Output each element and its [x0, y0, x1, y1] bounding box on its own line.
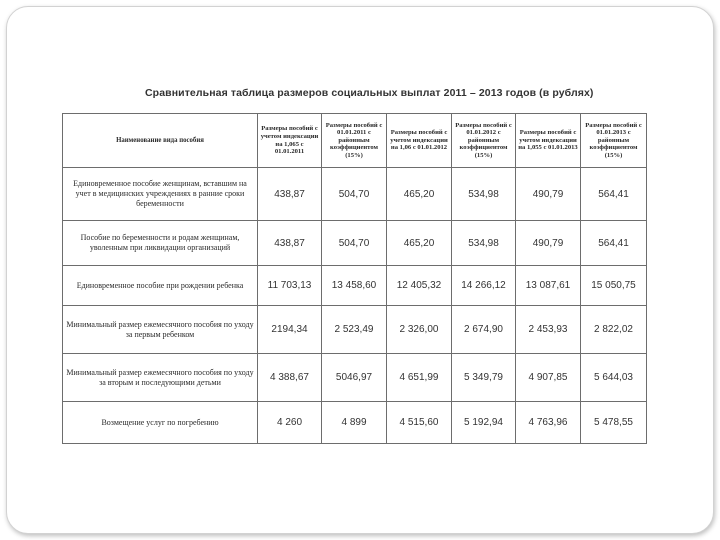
value-cell: 2194,34	[258, 306, 322, 354]
column-header-2011-indexed: Размеры пособий с учетом индексации на 1,065 с 01.01.2011	[258, 114, 322, 168]
value-cell: 13 087,61	[516, 266, 581, 306]
value-cell: 11 703,13	[258, 266, 322, 306]
value-cell: 2 326,00	[387, 306, 452, 354]
table-row	[63, 168, 647, 221]
value-cell: 15 050,75	[581, 266, 647, 306]
value-cell: 4 515,60	[387, 402, 452, 444]
column-header-2011-regional: Размеры пособий с 01.01.2011 с районным коэффициентом (15%)	[322, 114, 387, 168]
value-cell: 4 899	[322, 402, 387, 444]
benefit-name-cell: Пособие по беременности и родам женщинам, уволенным при ликвидации организаций	[63, 221, 258, 266]
table-title: Сравнительная таблица размеров социальных выплат 2011 – 2013 годов (в рублях)	[145, 87, 594, 99]
value-cell: 534,98	[452, 221, 516, 266]
value-cell: 5 192,94	[452, 402, 516, 444]
value-cell: 12 405,32	[387, 266, 452, 306]
value-cell: 5046,97	[322, 354, 387, 402]
table-row	[63, 221, 647, 266]
column-header-2013-regional: Размеры пособий с 01.01.2013 с районным коэффициентом (15%)	[581, 114, 647, 168]
column-header-2012-indexed: Размеры пособий с учетом индексации на 1,06 с 01.01.2012	[387, 114, 452, 168]
value-cell: 534,98	[452, 168, 516, 221]
table-row	[63, 402, 647, 444]
value-cell: 4 260	[258, 402, 322, 444]
table-row	[63, 266, 647, 306]
value-cell: 504,70	[322, 168, 387, 221]
value-cell: 2 674,90	[452, 306, 516, 354]
benefit-name-cell: Единовременное пособие женщинам, вставшим на учет в медицинских учреждениях в ранние сроки беременности	[63, 168, 258, 221]
value-cell: 5 644,03	[581, 354, 647, 402]
value-cell: 490,79	[516, 221, 581, 266]
value-cell: 564,41	[581, 168, 647, 221]
value-cell: 564,41	[581, 221, 647, 266]
value-cell: 5 349,79	[452, 354, 516, 402]
value-cell: 438,87	[258, 168, 322, 221]
value-cell: 2 453,93	[516, 306, 581, 354]
value-cell: 2 822,02	[581, 306, 647, 354]
table-row	[63, 354, 647, 402]
value-cell: 13 458,60	[322, 266, 387, 306]
value-cell: 4 651,99	[387, 354, 452, 402]
value-cell: 4 388,67	[258, 354, 322, 402]
value-cell: 465,20	[387, 221, 452, 266]
benefit-name-cell: Минимальный размер ежемесячного пособия по уходу за первым ребенком	[63, 306, 258, 354]
benefit-name-cell: Единовременное пособие при рождении ребенка	[63, 266, 258, 306]
value-cell: 438,87	[258, 221, 322, 266]
benefit-name-cell: Возмещение услуг по погребению	[63, 402, 258, 444]
value-cell: 2 523,49	[322, 306, 387, 354]
value-cell: 4 763,96	[516, 402, 581, 444]
value-cell: 14 266,12	[452, 266, 516, 306]
column-header-benefit-name: Наименование вида пособия	[63, 114, 258, 168]
benefits-comparison-table	[62, 113, 647, 444]
value-cell: 504,70	[322, 221, 387, 266]
column-header-2013-indexed: Размеры пособий с учетом индексации на 1,055 с 01.01.2013	[516, 114, 581, 168]
column-header-2012-regional: Размеры пособий с 01.01.2012 с районным коэффициентом (15%)	[452, 114, 516, 168]
benefit-name-cell: Минимальный размер ежемесячного пособия по уходу за вторым и последующими детьми	[63, 354, 258, 402]
value-cell: 5 478,55	[581, 402, 647, 444]
table-header-row	[63, 114, 647, 168]
value-cell: 465,20	[387, 168, 452, 221]
value-cell: 490,79	[516, 168, 581, 221]
value-cell: 4 907,85	[516, 354, 581, 402]
table-row	[63, 306, 647, 354]
